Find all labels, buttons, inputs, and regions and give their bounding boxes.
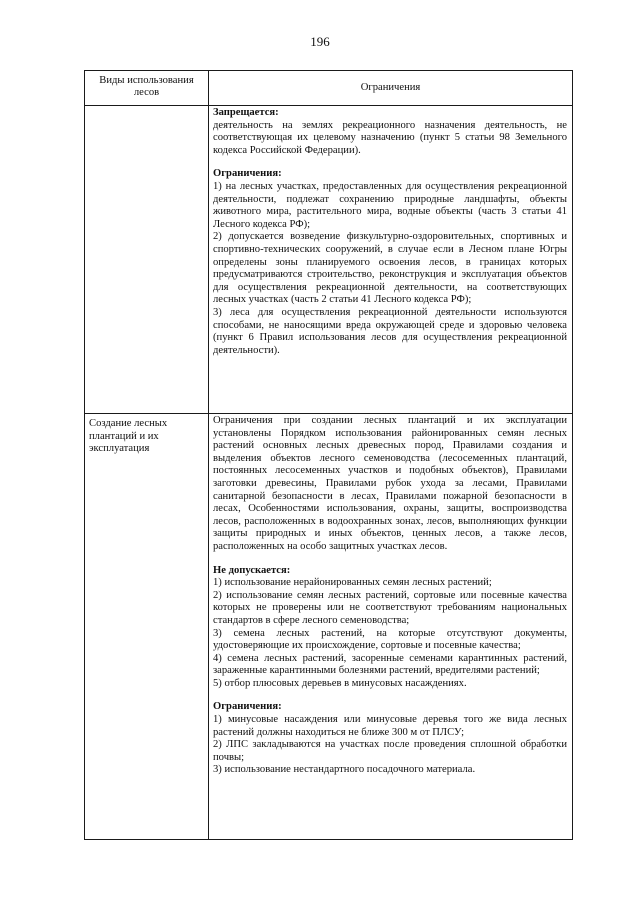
list-item: 3) использование нестандартного посадочного материала. (213, 764, 476, 776)
list-item: 1) на лесных участках, предоставленных для осуществления рекреационной деятельности, подлежат сохранению природные ландшафты, объекты животного мира, растительного мира, водные объекты (часть 3 статьи 41 Лесного кодекса РФ); (213, 180, 567, 230)
use-type-cell (85, 106, 209, 414)
list-item: 2) использование семян лесных растений, сортовые или посевные качества которых не проверены или не соответствуют требованиям национальных стандартов в сфере лесного семеноводства; (213, 589, 567, 626)
section-heading-restrictions: Ограничения: (213, 701, 282, 713)
header-use-type: Виды использования лесов (85, 71, 209, 106)
table-header-row (85, 71, 573, 106)
section-heading-prohibited: Запрещается: (213, 107, 279, 118)
list-item: 1) минусовые насаждения или минусовые деревья того же вида лесных растений должны находиться не ближе 300 м от ПЛСУ; (213, 714, 567, 738)
page-number: 196 (310, 34, 330, 49)
header-restrictions: Ограничения (209, 71, 573, 106)
intro-paragraph: Ограничения при создании лесных плантаций и их эксплуатации установлены Порядком использования районированных семян лесных растений основных лесных древесных пород, Правилами создания и выделения объектов лесного семеноводства (лесосеменных плантаций, постоянных лесосеменных участков и подобных объектов), Правилами заготовки древесины, Правилами рубок ухода за лесами, Правилами санитарной безопасности в лесах, Правилами пожарной безопасности в лесах, Особенностями использования, охраны, защиты, воспроизводства лесов, расположенных в водоохранных зонах, лесов, выполняющих функции защиты природных и иных объектов, ценных лесов, а также лесов, расположенных на особо защитных участках лесов. (213, 415, 567, 552)
list-item: 5) отбор плюсовых деревьев в минусовых насаждениях. (213, 677, 467, 689)
list-item: 1) использование нерайонированных семян лесных растений; (213, 577, 492, 589)
list-item: 2) ЛПС закладываются на участках после проведения сплошной обработки почвы; (213, 739, 567, 763)
use-type-cell: Создание лесных плантаций и их эксплуатация (85, 414, 209, 840)
restrictions-cell (209, 106, 573, 414)
restrictions-table (84, 70, 573, 840)
list-item: 4) семена лесных растений, засоренные семенами карантинных растений, зараженные карантинными болезнями растений, вредителями растений; (213, 652, 567, 677)
list-item: деятельность на землях рекреационного назначения деятельность, не соответствующая их целевому назначению (пункт 5 статьи 98 Земельного кодекса Российской Федерации). (213, 119, 567, 156)
list-item: 2) допускается возведение физкультурно-оздоровительных, спортивных и спортивно-технических сооружений, в случае если в Лесном плане Югры определены зоны планируемого освоения лесов, в границах которых предусматриваются строительство, реконструкция и эксплуатация объектов для осуществления рекреационной деятельности, на соответствующих лесных участках (часть 2 статьи 41 Лесного кодекса РФ); (213, 231, 567, 306)
list-item: 3) леса для осуществления рекреационной деятельности используются способами, не наносящими вреда окружающей среде и здоровью человека (пункт 6 Правил использования лесов для осуществления рекреационной деятельности). (213, 306, 567, 356)
table-row (85, 106, 573, 414)
list-item: 3) семена лесных растений, на которые отсутствуют документы, удостоверяющие их происхождение, сортовые и посевные качества; (213, 627, 567, 652)
section-heading-restrictions: Ограничения: (213, 168, 282, 180)
section-heading-not-allowed: Не допускается: (213, 564, 291, 576)
table-row (85, 414, 573, 840)
restrictions-cell (209, 414, 573, 840)
